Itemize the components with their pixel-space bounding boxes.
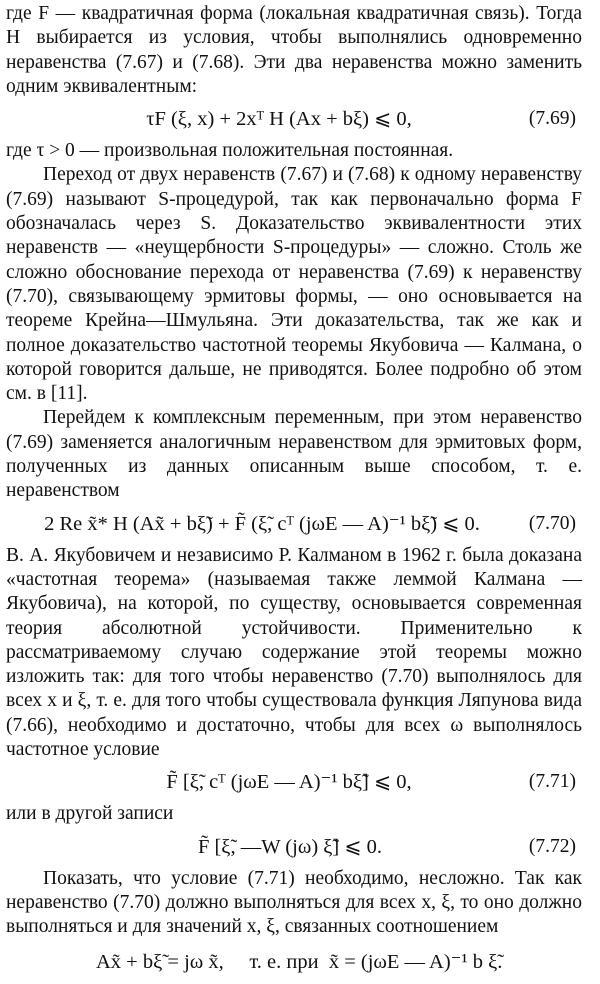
paragraph-s-procedure: Переход от двух неравенств (7.67) и (7.68) к одному неравенству (7.69) называют S-процедурой, так как первоначально форма F обозначалась через S. Доказательство эквивалентности этих неравенств — «неущербности S-процедуры» — сложно. Столь же сложно обоснование перехода от неравенства (7.69) к неравенству (7.70), связывающему эрмитовы формы, — оно основывается на теореме Крейна—Шмульяна. Эти доказательства, так же как и полное доказательство частотной теоремы Якубовича — Калмана, о которой говорится дальше, не приводятся. Более подробно об этом см. в [11].	[6, 164, 582, 405]
equation-relation-expression: Ax̃ + bξ̃ = jω x̃, т. е. при x̃ = (jωE — A)⁻¹ b ξ̃.	[96, 950, 503, 973]
equation-7-72-expression: F̃ [ξ̃, —W (jω) ξ̃] ⩽ 0.	[197, 835, 383, 858]
paragraph-complex-variables: Перейдем к комплексным переменным, при этом неравенство (7.69) заменяется аналогичным неравенством для эрмитовых форм, полученных из данных описанным выше способом, т. е. неравенством	[6, 407, 582, 502]
equation-7-69	[6, 99, 582, 139]
equation-7-70-number: (7.70)	[528, 512, 576, 534]
equation-7-69-expression: τF (ξ, x) + 2xᵀ H (Ax + bξ) ⩽ 0,	[146, 108, 412, 131]
paragraph-f-definition: где F — квадратичная форма (локальная квадратичная связь). Тогда H выбирается из условия, чтобы выполнялись одновременно неравенства (7.67) и (7.68). Эти два неравенства можно заменить одним эквивалентным:	[6, 3, 582, 97]
equation-7-72-number: (7.72)	[528, 835, 576, 857]
equation-7-72	[6, 827, 582, 867]
paragraph-tau-note: где τ > 0 — произвольная положительная постоянная.	[6, 140, 454, 162]
equation-relation	[6, 940, 582, 984]
equation-7-69-number: (7.69)	[528, 108, 576, 130]
equation-7-71-number: (7.71)	[528, 771, 576, 793]
equation-7-71	[6, 762, 582, 802]
paragraph-frequency-theorem: В. А. Якубовичем и независимо Р. Калманом в 1962 г. была доказана «частотная теорема» (называемая также леммой Калмана — Якубовича), на которой, по существу, основывается современная теория абсолютной устойчивости. Применительно к рассматриваемому случаю содержание этой теоремы можно изложить так: для того чтобы неравенство (7.70) выполнялось для всех x и ξ, т. е. для того чтобы существовала функция Ляпунова вида (7.66), необходимо и достаточно, чтобы для всех ω выполнялось частотное условие	[6, 544, 582, 761]
equation-7-70	[6, 504, 582, 544]
paragraph-necessity: Показать, что условие (7.71) необходимо, несложно. Так как неравенство (7.70) должно выполняться для всех x, ξ, то оно должно выполняться и для значений x, ξ, связанных соотношением	[6, 867, 582, 938]
paragraph-other-notation: или в другой записи	[6, 803, 174, 825]
equation-7-70-expression: 2 Re x̃* H (Ax̃ + bξ̃) + F̃ (ξ̃, cᵀ (jωE — A)⁻¹ bξ̃) ⩽ 0.	[44, 512, 480, 535]
equation-7-71-expression: F̃ [ξ̃, cᵀ (jωE — A)⁻¹ bξ̃] ⩽ 0,	[166, 771, 412, 794]
